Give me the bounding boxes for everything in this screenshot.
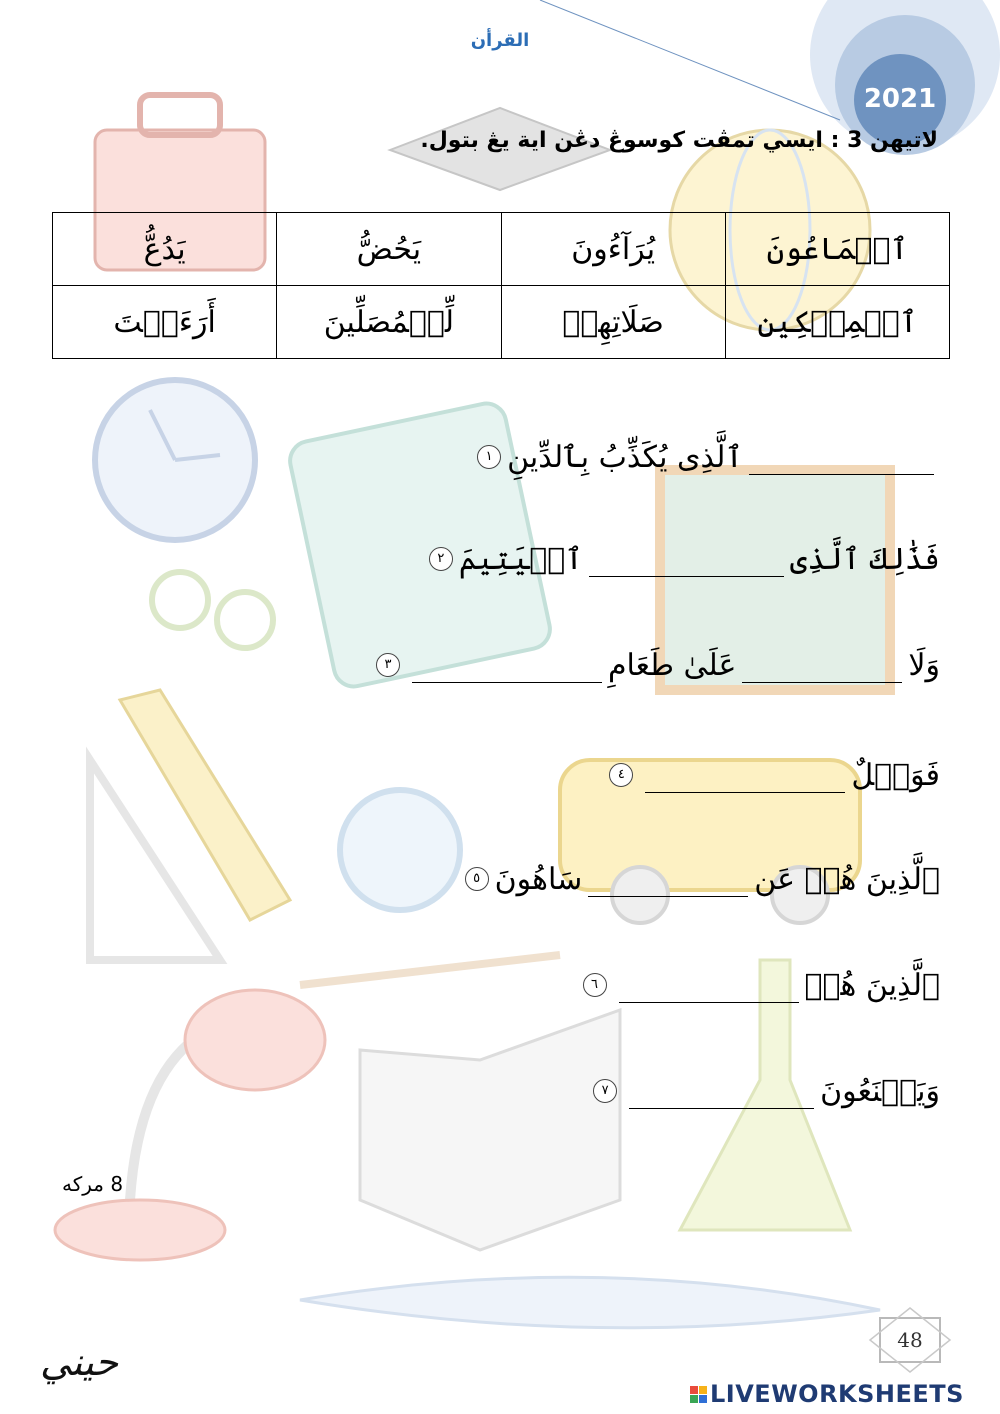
verse-text: ٱلَّذِى يُكَذِّبُ بِٱلدِّينِ — [507, 440, 743, 475]
answer-blank-1[interactable] — [749, 444, 934, 475]
word-bank-cell[interactable]: يُرَآءُونَ — [501, 213, 725, 286]
verse-text: ٱلَّذِينَ هُمۡ عَن — [754, 862, 940, 897]
word-bank-cell[interactable]: لِّلۡمُصَلِّينَ — [277, 286, 501, 359]
word-bank-cell[interactable]: ٱلۡمِسۡكِينِ — [725, 286, 949, 359]
answer-blank-2[interactable] — [589, 546, 784, 577]
marks-label: 8 مركه — [62, 1172, 124, 1196]
verse-line-7 — [587, 1074, 940, 1109]
year-badge: 2021 — [863, 84, 937, 114]
answer-blank-6[interactable] — [619, 972, 799, 1003]
word-bank-cell[interactable]: يَدُعُّ — [53, 213, 277, 286]
verse-line-1 — [471, 440, 940, 475]
verse-marker: ٢ — [429, 547, 453, 571]
verse-text: سَاهُونَ — [494, 862, 583, 897]
liveworksheets-logo — [690, 1380, 964, 1408]
verse-text: وَيَمۡنَعُونَ — [820, 1074, 940, 1109]
verse-line-6 — [577, 968, 940, 1003]
author-signature: حيني — [40, 1340, 119, 1384]
verse-text: عَلَىٰ طَعَامِ — [607, 648, 737, 683]
verse-marker: ٦ — [583, 973, 607, 997]
verse-marker: ١ — [477, 445, 501, 469]
verse-line-2 — [423, 542, 940, 577]
word-bank-row — [53, 213, 950, 286]
verse-line-3 — [370, 648, 940, 683]
page-title: القرأن — [470, 30, 530, 51]
verse-text: ٱلَّذِينَ هُمۡ — [804, 968, 940, 1003]
verse-marker: ٧ — [593, 1079, 617, 1103]
verse-line-5 — [459, 862, 940, 897]
verse-line-4 — [603, 758, 940, 793]
word-bank-cell[interactable]: يَحُضُّ — [277, 213, 501, 286]
answer-blank-4[interactable] — [645, 762, 845, 793]
word-bank-cell[interactable]: أَرَءَيۡتَ — [53, 286, 277, 359]
verse-text: ٱلۡيَتِيمَ — [458, 542, 583, 577]
word-bank-table — [52, 212, 950, 359]
page-number: 48 — [897, 1328, 923, 1352]
verse-text: فَذَٰلِكَ ٱلَّذِى — [789, 542, 940, 577]
verse-marker: ٥ — [465, 867, 489, 891]
verse-text: وَلَا — [908, 648, 940, 683]
verse-text: فَوَيۡلٌ — [851, 758, 940, 793]
word-bank-row — [53, 286, 950, 359]
answer-blank-7[interactable] — [629, 1078, 814, 1109]
verse-marker: ٣ — [376, 653, 400, 677]
verse-marker: ٤ — [609, 763, 633, 787]
word-bank-cell[interactable]: صَلَاتِهِمۡ — [501, 286, 725, 359]
answer-blank-3b[interactable] — [412, 652, 602, 683]
brand-badge-icon — [690, 1386, 707, 1403]
exercise-instruction: لاتيهن 3 : ايسي تمڤت كوسوڠ دڠن اية يڠ بتول. — [420, 128, 938, 153]
answer-blank-3a[interactable] — [742, 652, 902, 683]
word-bank-cell[interactable]: ٱلۡمَاعُونَ — [725, 213, 949, 286]
answer-blank-5[interactable] — [588, 866, 748, 897]
brand-text: LIVEWORKSHEETS — [710, 1380, 964, 1408]
